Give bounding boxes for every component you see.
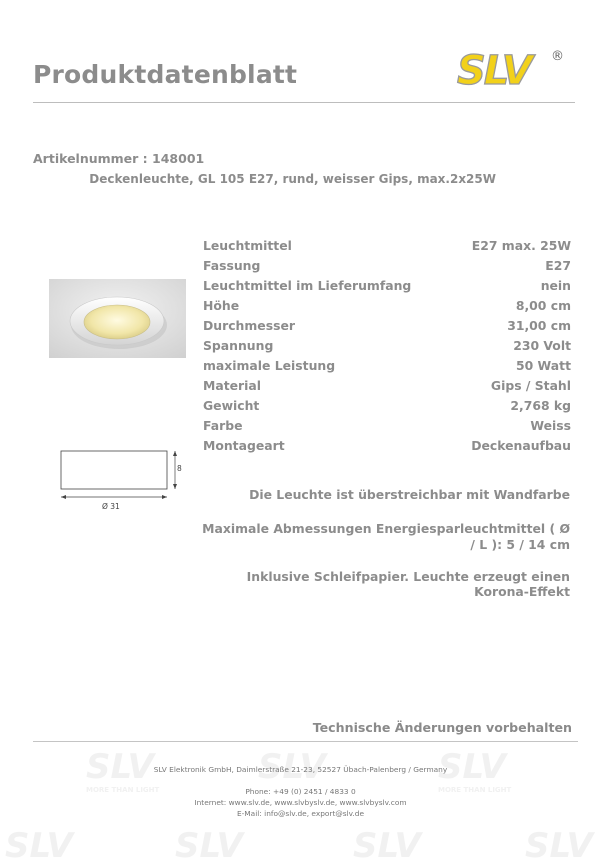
spec-row — [203, 436, 571, 456]
spec-value: E27 — [545, 258, 571, 273]
spec-value: Gips / Stahl — [490, 378, 571, 393]
spec-label: Höhe — [203, 298, 240, 313]
spec-label: Spannung — [203, 338, 274, 353]
watermark-logo: SLV — [258, 747, 326, 787]
footer-company: SLV Elektronik GmbH, Daimlerstraße 21-23, 52527 Übach-Palenberg / Germany — [153, 765, 448, 774]
spec-label: Montageart — [203, 438, 285, 453]
spec-row — [203, 316, 571, 336]
disclaimer: Technische Änderungen vorbehalten — [312, 720, 572, 735]
spec-label: Durchmesser — [203, 318, 295, 333]
diameter-dimension-label: Ø 31 — [102, 502, 120, 511]
watermark-logo: SLV — [5, 826, 73, 866]
watermark-tagline: MORE THAN LIGHT — [438, 786, 512, 794]
spec-table — [203, 236, 571, 456]
slv-logo — [455, 46, 567, 90]
watermark-tagline: MORE THAN LIGHT — [86, 786, 160, 794]
dimension-drawing — [58, 448, 188, 514]
page-title: Produktdatenblatt — [33, 60, 298, 89]
svg-text:SLV: SLV — [457, 48, 531, 90]
spec-row — [203, 276, 571, 296]
footer-phone: Phone: +49 (0) 2451 / 4833 0 — [245, 787, 356, 796]
product-description: Deckenleuchte, GL 105 E27, rund, weisser Gips, max.2x25W — [89, 172, 496, 186]
note-included: Inklusive Schleifpapier. Leuchte erzeugt einen Korona-Effekt — [246, 569, 570, 599]
spec-label: Leuchtmittel im Lieferumfang — [203, 278, 412, 293]
watermark-logo: SLV — [438, 747, 506, 787]
header-divider — [33, 102, 575, 103]
spec-row — [203, 356, 571, 376]
spec-value: 2,768 kg — [510, 398, 571, 413]
spec-row — [203, 396, 571, 416]
spec-row — [203, 236, 571, 256]
spec-row — [203, 416, 571, 436]
watermark-logo: SLV — [86, 747, 154, 787]
footer-internet: Internet: www.slv.de, www.slvbyslv.de, www.slvbyslv.com — [194, 798, 407, 807]
spec-label: Gewicht — [203, 398, 260, 413]
spec-value: Deckenaufbau — [471, 438, 571, 453]
spec-value: Weiss — [530, 418, 571, 433]
spec-label: Fassung — [203, 258, 261, 273]
product-photo — [49, 279, 186, 358]
article-number: Artikelnummer : 148001 — [33, 151, 205, 166]
spec-value: 50 Watt — [516, 358, 571, 373]
spec-value: nein — [540, 278, 571, 293]
watermark-logo: SLV — [525, 826, 593, 866]
spec-row — [203, 296, 571, 316]
spec-value: E27 max. 25W — [471, 238, 571, 253]
svg-text:®: ® — [551, 49, 564, 64]
note-dimensions: Maximale Abmessungen Energiesparleuchtmittel ( Ø / L ): 5 / 14 cm — [202, 521, 570, 552]
spec-label: Farbe — [203, 418, 243, 433]
spec-value: 230 Volt — [513, 338, 571, 353]
spec-value: 31,00 cm — [507, 318, 571, 333]
spec-value: 8,00 cm — [515, 298, 571, 313]
note-paintable: Die Leuchte ist überstreichbar mit Wandfarbe — [249, 487, 570, 502]
footer-email: E-Mail: info@slv.de, export@slv.de — [236, 809, 365, 818]
watermark-logo: SLV — [353, 826, 421, 866]
spec-label: Leuchtmittel — [203, 238, 292, 253]
height-dimension-label: 8 — [177, 464, 182, 473]
footer-divider — [33, 741, 578, 742]
spec-label: maximale Leistung — [203, 358, 336, 373]
spec-row — [203, 336, 571, 356]
spec-row — [203, 256, 571, 276]
spec-label: Material — [203, 378, 261, 393]
spec-row — [203, 376, 571, 396]
watermark-logo: SLV — [175, 826, 243, 866]
